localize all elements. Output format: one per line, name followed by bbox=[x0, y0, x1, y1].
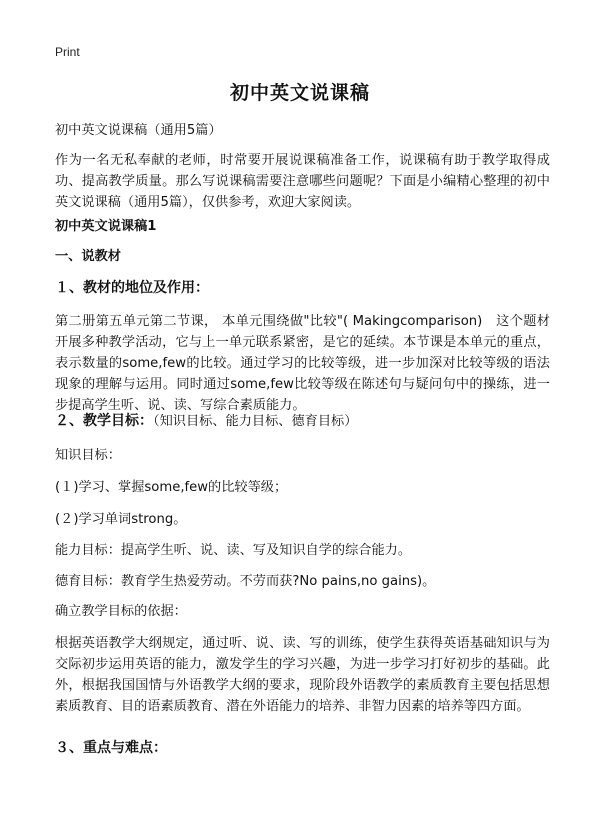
knowledge-goal-item-1: (１)学习、掌握some,few的比较等级； bbox=[55, 480, 288, 495]
goal-basis-label: 确立教学目标的依据： bbox=[55, 604, 187, 619]
document-subtitle: 初中英文说课稿（通用5篇） bbox=[55, 123, 222, 138]
knowledge-goals-label: 知识目标： bbox=[55, 448, 121, 463]
subsection-body-status-role: 第二册第五单元第二节课， 本单元围绕做"比较"( Makingcomparison) 这个题材开展多种教学活动，它与上一单元联系紧密，是它的延续。本节课是本单元的重点，表示数量的some,few的比较。通过学习的比较等级，进一步加深对比较等级的语法现象的理解与运用。同时通过some,few比较等级在陈述句与疑问句中的操练，进一步提高学生听、说、读、写综合素质能力。 bbox=[55, 314, 550, 413]
page-title: 初中英文说课稿 bbox=[229, 82, 370, 104]
article-heading: 初中英文说课稿1 bbox=[55, 219, 157, 234]
section-heading-teaching-material: 一、说教材 bbox=[55, 249, 121, 264]
moral-goals: 德育目标：教育学生热爱劳动。不劳而获?No pains,no gains)。 bbox=[55, 574, 436, 589]
print-link[interactable]: Print bbox=[55, 45, 80, 59]
intro-paragraph: 作为一名无私奉献的老师，时常要开展说课稿准备工作，说课稿有助于教学取得成功、提高教学质量。那么写说课稿需要注意哪些问题呢？下面是小编精心整理的初中英文说课稿（通用5篇），仅供参考，欢迎大家阅读。 bbox=[55, 153, 550, 210]
subsection-heading-teaching-goals bbox=[55, 411, 550, 432]
teaching-goals-label: ２、教学目标： bbox=[55, 413, 153, 429]
subsection-heading-status-role: １、教材的地位及作用： bbox=[55, 280, 209, 296]
ability-goals: 能力目标：提高学生听、说、读、写及知识自学的综合能力。 bbox=[55, 543, 412, 558]
knowledge-goal-item-2: (２)学习单词strong。 bbox=[55, 512, 187, 527]
goal-basis-paragraph: 根据英语教学大纲规定，通过听、说、读、写的训练，使学生获得英语基础知识与为交际初步运用英语的能力，激发学生的学习兴趣，为进一步学习打好初步的基础。此外，根据我国国情与外语教学大纲的要求，现阶段外语教学的素质教育主要包括思想素质教育、目的语素质教育、潜在外语能力的培养、非智力因素的培养等四方面。 bbox=[55, 636, 550, 714]
subsection-heading-key-points: ３、重点与难点： bbox=[55, 740, 167, 756]
teaching-goals-note: （知识目标、能力目标、德育目标） bbox=[153, 414, 358, 429]
